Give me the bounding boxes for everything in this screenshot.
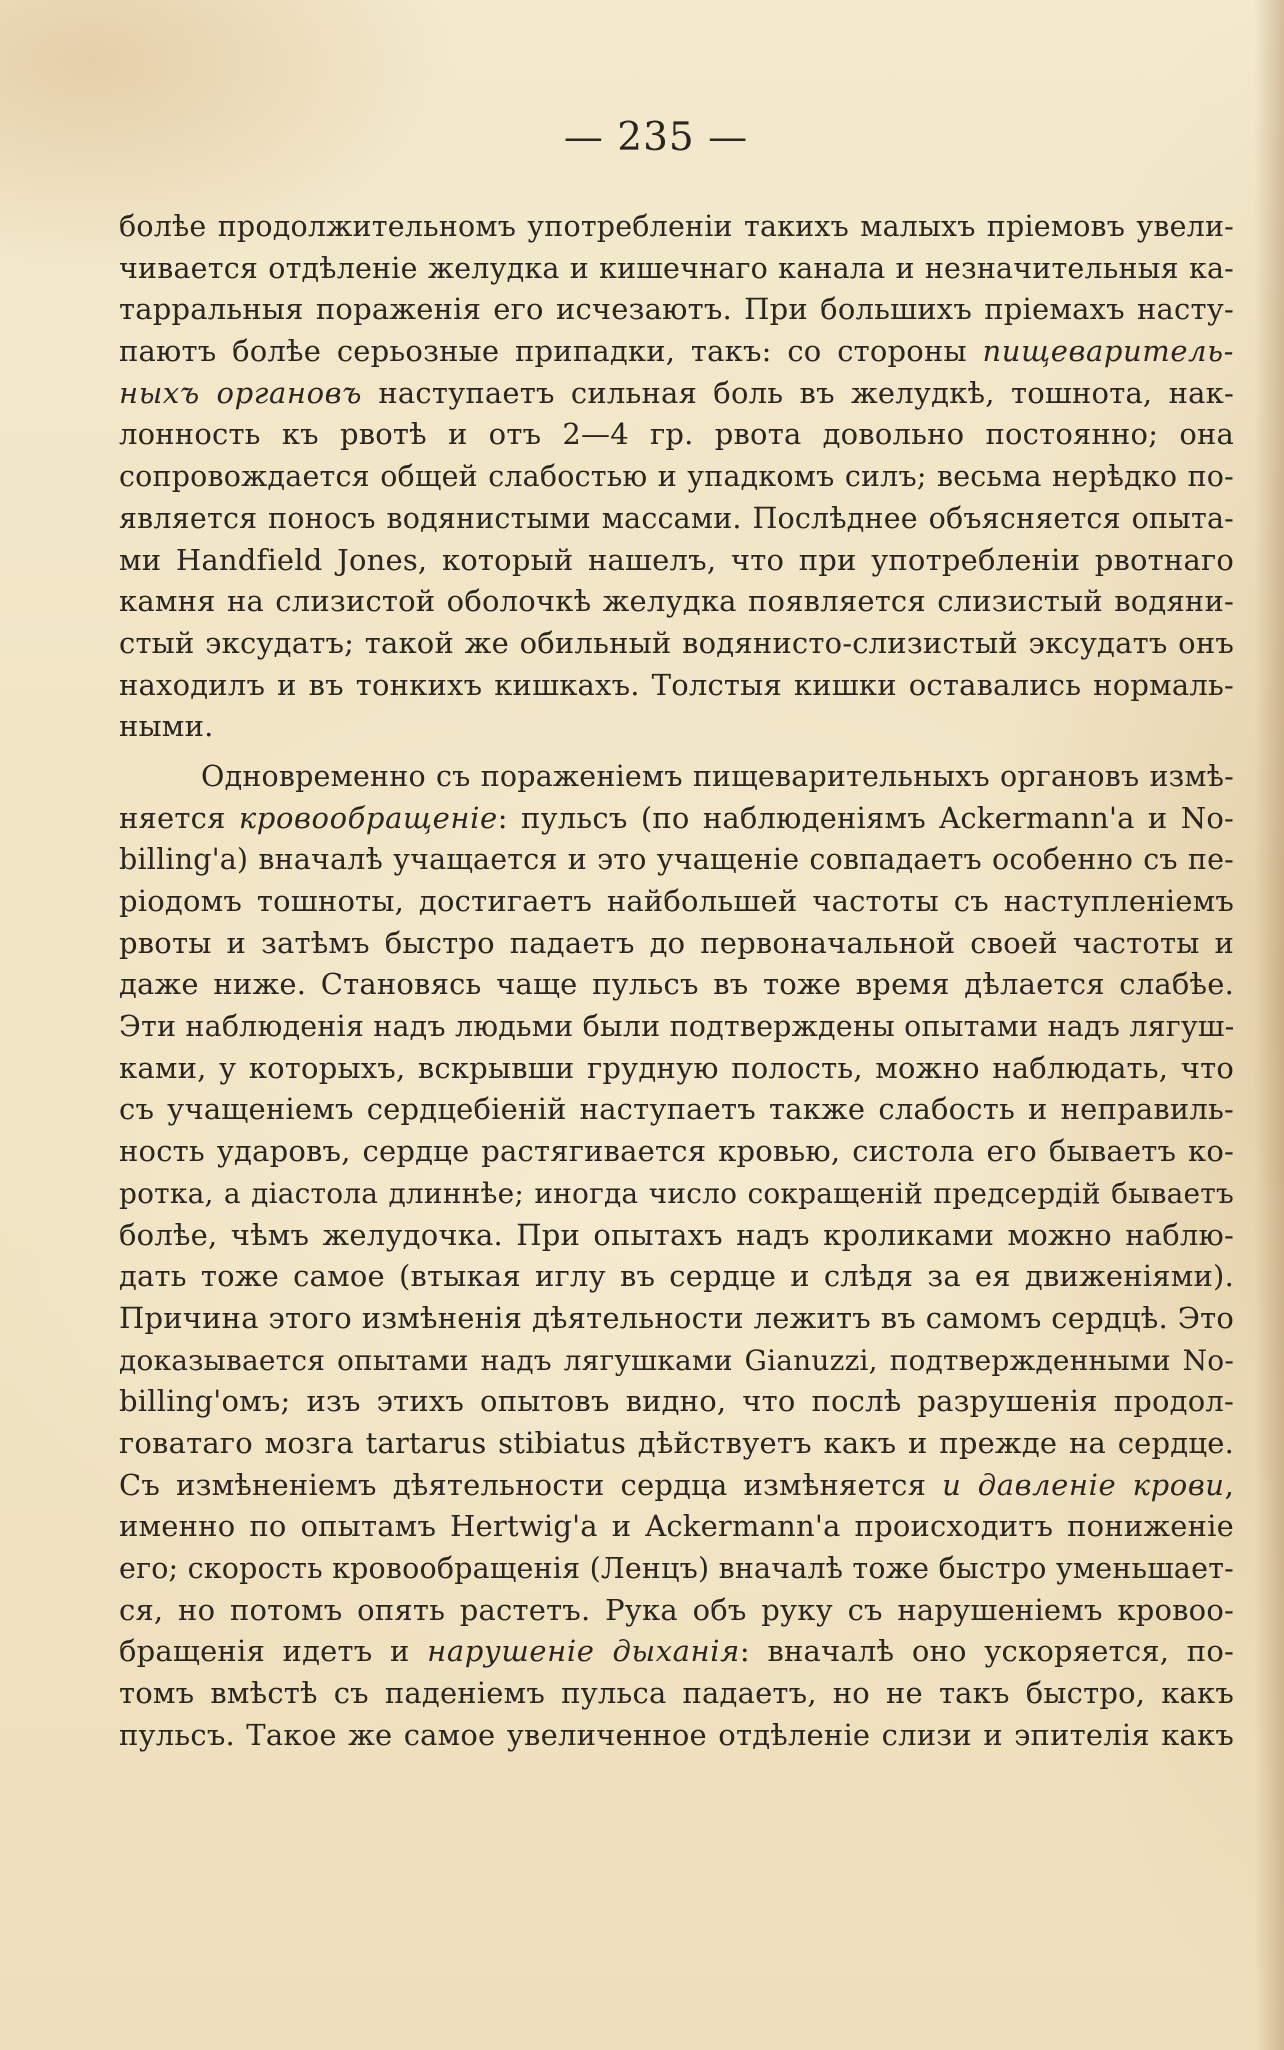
text-line: стый эксудатъ; такой же обильный водянисто-слизистый эксудатъ онъ: [119, 625, 1234, 660]
text-line: рвоты и затѣмъ быстро падаетъ до первоначальной своей частоты и: [119, 925, 1234, 960]
text-line: ріодомъ тошноты, достигаетъ найбольшей частоты съ наступленіемъ: [119, 884, 1234, 918]
text-run: : вначалѣ оно ускоряется, по-: [739, 1634, 1234, 1669]
text-line: Причина этого измѣненія дѣятельности лежитъ въ самомъ сердцѣ. Это: [119, 1300, 1234, 1335]
text-line: [119, 798, 1234, 840]
text-run: няется: [119, 800, 239, 835]
italic-term: ныхъ органовъ: [119, 375, 363, 410]
text-run: Съ измѣненіемъ дѣятельности сердца измѣняется: [119, 1467, 943, 1502]
paragraph-gap: [119, 748, 1234, 756]
text-line: [119, 331, 1234, 373]
text-line: даже ниже. Становясь чаще пульсъ въ тоже время дѣлается слабѣе.: [119, 967, 1234, 1002]
text-line: дать тоже самое (втыкая иглу въ сердце и слѣдя за ея движеніями).: [119, 1259, 1234, 1294]
text-line: ками, у которыхъ, вскрывши грудную полость, можно наблюдать, что: [119, 1050, 1234, 1085]
text-line: [119, 1631, 1234, 1673]
paragraph: [119, 756, 1234, 1757]
text-line: чивается отдѣленіе желудка и кишечнаго канала и незначительныя ка-: [119, 251, 1234, 285]
text-line: томъ вмѣстѣ съ паденіемъ пульса падаетъ, но не такъ быстро, какъ: [119, 1676, 1234, 1711]
italic-term: нарушеніе дыханія: [427, 1634, 740, 1669]
text-line: болѣе, чѣмъ желудочка. При опытахъ надъ кроликами можно наблю-: [119, 1217, 1234, 1252]
italic-term: пищеваритель-: [982, 334, 1234, 369]
text-run: ,: [1224, 1467, 1234, 1502]
text-line: именно по опытамъ Hertwig'a и Ackermann'a происходитъ пониженіе: [119, 1509, 1234, 1544]
text-run: паютъ болѣе серьозные припадки, такъ: со стороны: [119, 334, 983, 369]
page-edge-shadow: [1254, 0, 1284, 2050]
paragraph: [119, 206, 1234, 748]
body-text: [119, 206, 1234, 1756]
text-line: ность ударовъ, сердце растягивается кровью, систола его бываетъ ко-: [119, 1134, 1234, 1169]
text-line: съ учащеніемъ сердцебіеній наступаетъ также слабость и неправиль-: [119, 1092, 1234, 1127]
text-line: говатаго мозга tartarus stibiatus дѣйствуетъ какъ и прежде на сердце.: [119, 1425, 1234, 1460]
text-line: ми Handfield Jones, который нашелъ, что при употребленіи рвотнаго: [119, 542, 1234, 577]
text-line: болѣе продолжительномъ употребленіи такихъ малыхъ пріемовъ увели-: [119, 210, 1234, 243]
text-line: ся, но потомъ опять растетъ. Рука объ руку съ нарушеніемъ кровоо-: [119, 1592, 1234, 1627]
text-run: : пульсъ (по наблюденіямъ Ackermann'a и No-: [497, 800, 1234, 835]
text-line: его; скорость кровообращенія (Ленцъ) вначалѣ тоже быстро уменьшает-: [119, 1552, 1234, 1585]
text-line: billing'a) вначалѣ учащается и это учащеніе совпадаетъ особенно съ пе-: [119, 843, 1234, 877]
text-line: [119, 373, 1234, 415]
text-line: камня на слизистой оболочкѣ желудка появляется слизистый водяни-: [119, 584, 1234, 619]
text-line: ными.: [119, 709, 214, 744]
text-line: пульсъ. Такое же самое увеличенное отдѣленіе слизи и эпителія какъ: [119, 1717, 1234, 1752]
text-line: Одновременно съ пораженіемъ пищеварительныхъ органовъ измѣ-: [201, 759, 1234, 793]
text-run: бращенія идетъ и: [119, 1634, 428, 1669]
text-line: Эти наблюденія надъ людьми были подтверждены опытами надъ лягуш-: [119, 1010, 1234, 1044]
text-run: наступаетъ сильная боль въ желудкѣ, тошнота, нак-: [362, 375, 1234, 410]
text-line: тарральныя пораженія его исчезаютъ. При большихъ пріемахъ насту-: [119, 292, 1234, 327]
text-line: является поносъ водянистыми массами. Послѣднее объясняется опыта-: [119, 501, 1234, 535]
text-line: находилъ и въ тонкихъ кишкахъ. Толстыя кишки оставались нормаль-: [119, 667, 1234, 702]
text-line: ротка, а діастола длиннѣе; иногда число сокращеній предсердій бываетъ: [119, 1176, 1234, 1210]
italic-term: и давленіе крови: [942, 1467, 1225, 1502]
text-line: сопровождается общей слабостью и упадкомъ силъ; весьма нерѣдко по-: [119, 460, 1234, 494]
text-line: доказывается опытами надъ лягушками Gianuzzi, подтвержденными No-: [119, 1343, 1234, 1377]
text-line: [119, 1465, 1234, 1507]
text-line: лонность къ рвотѣ и отъ 2—4 гр. рвота довольно постоянно; она: [119, 417, 1234, 452]
page-number: — 235 —: [563, 115, 749, 160]
text-line: billing'омъ; изъ этихъ опытовъ видно, что послѣ разрушенія продол-: [119, 1384, 1234, 1419]
italic-term: кровообращеніе: [238, 800, 498, 835]
